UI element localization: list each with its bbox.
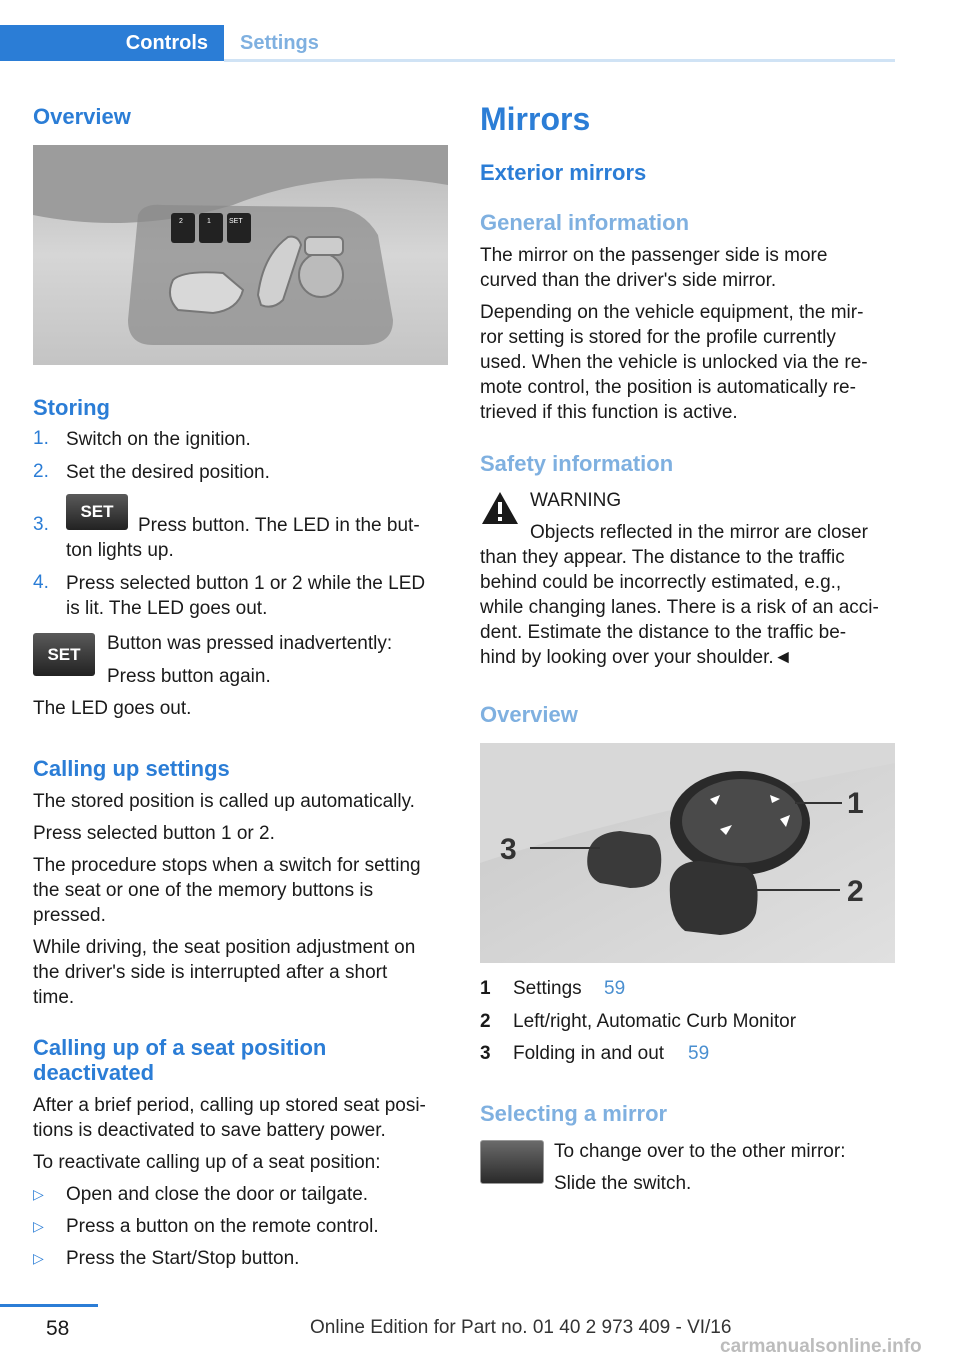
bullet-icon: ▷ (33, 1250, 44, 1266)
svg-text:SET: SET (229, 218, 243, 225)
callout-2: 2 (847, 875, 864, 908)
warning-text: dent. Estimate the distance to the traffic be‐ (480, 622, 847, 643)
page-number: 58 (46, 1317, 70, 1340)
paragraph: While driving, the seat position adjustment on (33, 937, 416, 958)
page-ref-link[interactable]: 59 (604, 978, 626, 999)
paragraph: mote control, the position is automatically re‐ (480, 377, 856, 398)
paragraph: After a brief period, calling up stored seat posi‐ (33, 1095, 426, 1116)
tab-controls[interactable]: Controls (0, 25, 224, 61)
paragraph: curved than the driver's side mirror. (480, 270, 777, 291)
storing-heading: Storing (33, 395, 110, 420)
selecting-mirror-heading: Selecting a mirror (480, 1101, 668, 1126)
step-text: ton lights up. (66, 540, 174, 561)
paragraph: The stored position is called up automatically. (33, 791, 415, 812)
step-number: 4. (33, 572, 49, 593)
bullet-icon: ▷ (33, 1218, 44, 1234)
step-text: is lit. The LED goes out. (66, 598, 268, 619)
paragraph: To reactivate calling up of a seat position: (33, 1152, 381, 1173)
paragraph: tions is deactivated to save battery power. (33, 1120, 386, 1141)
inadvertent-note: Press button again. (107, 666, 271, 687)
step-text: Press button. The LED in the but‐ (138, 515, 420, 536)
step-number: 2. (33, 461, 49, 482)
legend-text: Left/right, Automatic Curb Monitor (513, 1011, 797, 1032)
header-rule (224, 59, 895, 62)
safety-heading: Safety information (480, 451, 674, 476)
edition-footer: Online Edition for Part no. 01 40 2 973 409 - VI/16 (310, 1317, 732, 1338)
warning-text: while changing lanes. There is a risk of an acci‐ (480, 597, 879, 618)
legend-text: Folding in and out (513, 1043, 665, 1064)
footer-rule (0, 1304, 98, 1307)
mirror-switch-icon (480, 1140, 544, 1184)
list-item: Open and close the door or tailgate. (66, 1184, 369, 1205)
bullet-icon: ▷ (33, 1186, 44, 1202)
calling-heading: Calling up settings (33, 756, 230, 781)
paragraph: The procedure stops when a switch for setting (33, 855, 421, 876)
warning-text: Objects reflected in the mirror are closer (530, 522, 868, 543)
page-ref-link[interactable]: 59 (688, 1043, 710, 1064)
svg-text:2: 2 (179, 218, 183, 225)
paragraph: pressed. (33, 905, 106, 926)
paragraph: To change over to the other mirror: (554, 1141, 846, 1162)
step-text: Switch on the ignition. (66, 429, 251, 450)
step-number: 3. (33, 514, 49, 535)
set-button-icon: SET (33, 633, 95, 676)
paragraph: the seat or one of the memory buttons is (33, 880, 374, 901)
list-item: Press a button on the remote control. (66, 1216, 379, 1237)
svg-text:1: 1 (207, 218, 211, 225)
mirrors-title: Mirrors (480, 101, 591, 137)
overview-heading: Overview (33, 104, 131, 129)
legend-number: 2 (480, 1011, 491, 1032)
paragraph: ror setting is stored for the profile currently (480, 327, 836, 348)
callout-1: 1 (847, 787, 864, 820)
watermark: carmanualsonline.info (720, 1336, 922, 1357)
paragraph: the driver's side is interrupted after a short (33, 962, 388, 983)
warning-text: hind by looking over your shoulder.◄ (480, 647, 793, 668)
legend-number: 1 (480, 978, 491, 999)
step-number: 1. (33, 428, 49, 449)
overview-heading: Overview (480, 702, 578, 727)
mirror-controls-image (480, 743, 895, 963)
legend-text: Settings (513, 978, 582, 999)
inadvertent-note: Button was pressed inadvertently: (107, 633, 393, 654)
paragraph: Slide the switch. (554, 1173, 692, 1194)
paragraph: Depending on the vehicle equipment, the mir‐ (480, 302, 864, 323)
paragraph: The mirror on the passenger side is more (480, 245, 828, 266)
warning-text: than they appear. The distance to the traffic (480, 547, 845, 568)
set-button-icon: SET (66, 494, 128, 530)
paragraph: trieved if this function is active. (480, 402, 738, 423)
list-item: Press the Start/Stop button. (66, 1248, 300, 1269)
step-text: Set the desired position. (66, 462, 270, 483)
warning-triangle-icon (480, 490, 520, 526)
legend-number: 3 (480, 1043, 491, 1064)
paragraph: used. When the vehicle is unlocked via the re‐ (480, 352, 868, 373)
deactivated-heading: deactivated (33, 1060, 155, 1085)
deactivated-heading: Calling up of a seat position (33, 1035, 327, 1060)
step-text: Press selected button 1 or 2 while the LED (66, 573, 426, 594)
exterior-mirrors-heading: Exterior mirrors (480, 160, 647, 185)
paragraph: time. (33, 987, 75, 1008)
tab-settings[interactable]: Settings (240, 31, 319, 54)
seat-controls-image (33, 145, 448, 365)
callout-3: 3 (500, 833, 517, 866)
warning-text: behind could be incorrectly estimated, e.g., (480, 572, 842, 593)
paragraph: Press selected button 1 or 2. (33, 823, 275, 844)
warning-label: WARNING (530, 490, 622, 511)
general-info-heading: General information (480, 210, 690, 235)
led-out-text: The LED goes out. (33, 698, 192, 719)
